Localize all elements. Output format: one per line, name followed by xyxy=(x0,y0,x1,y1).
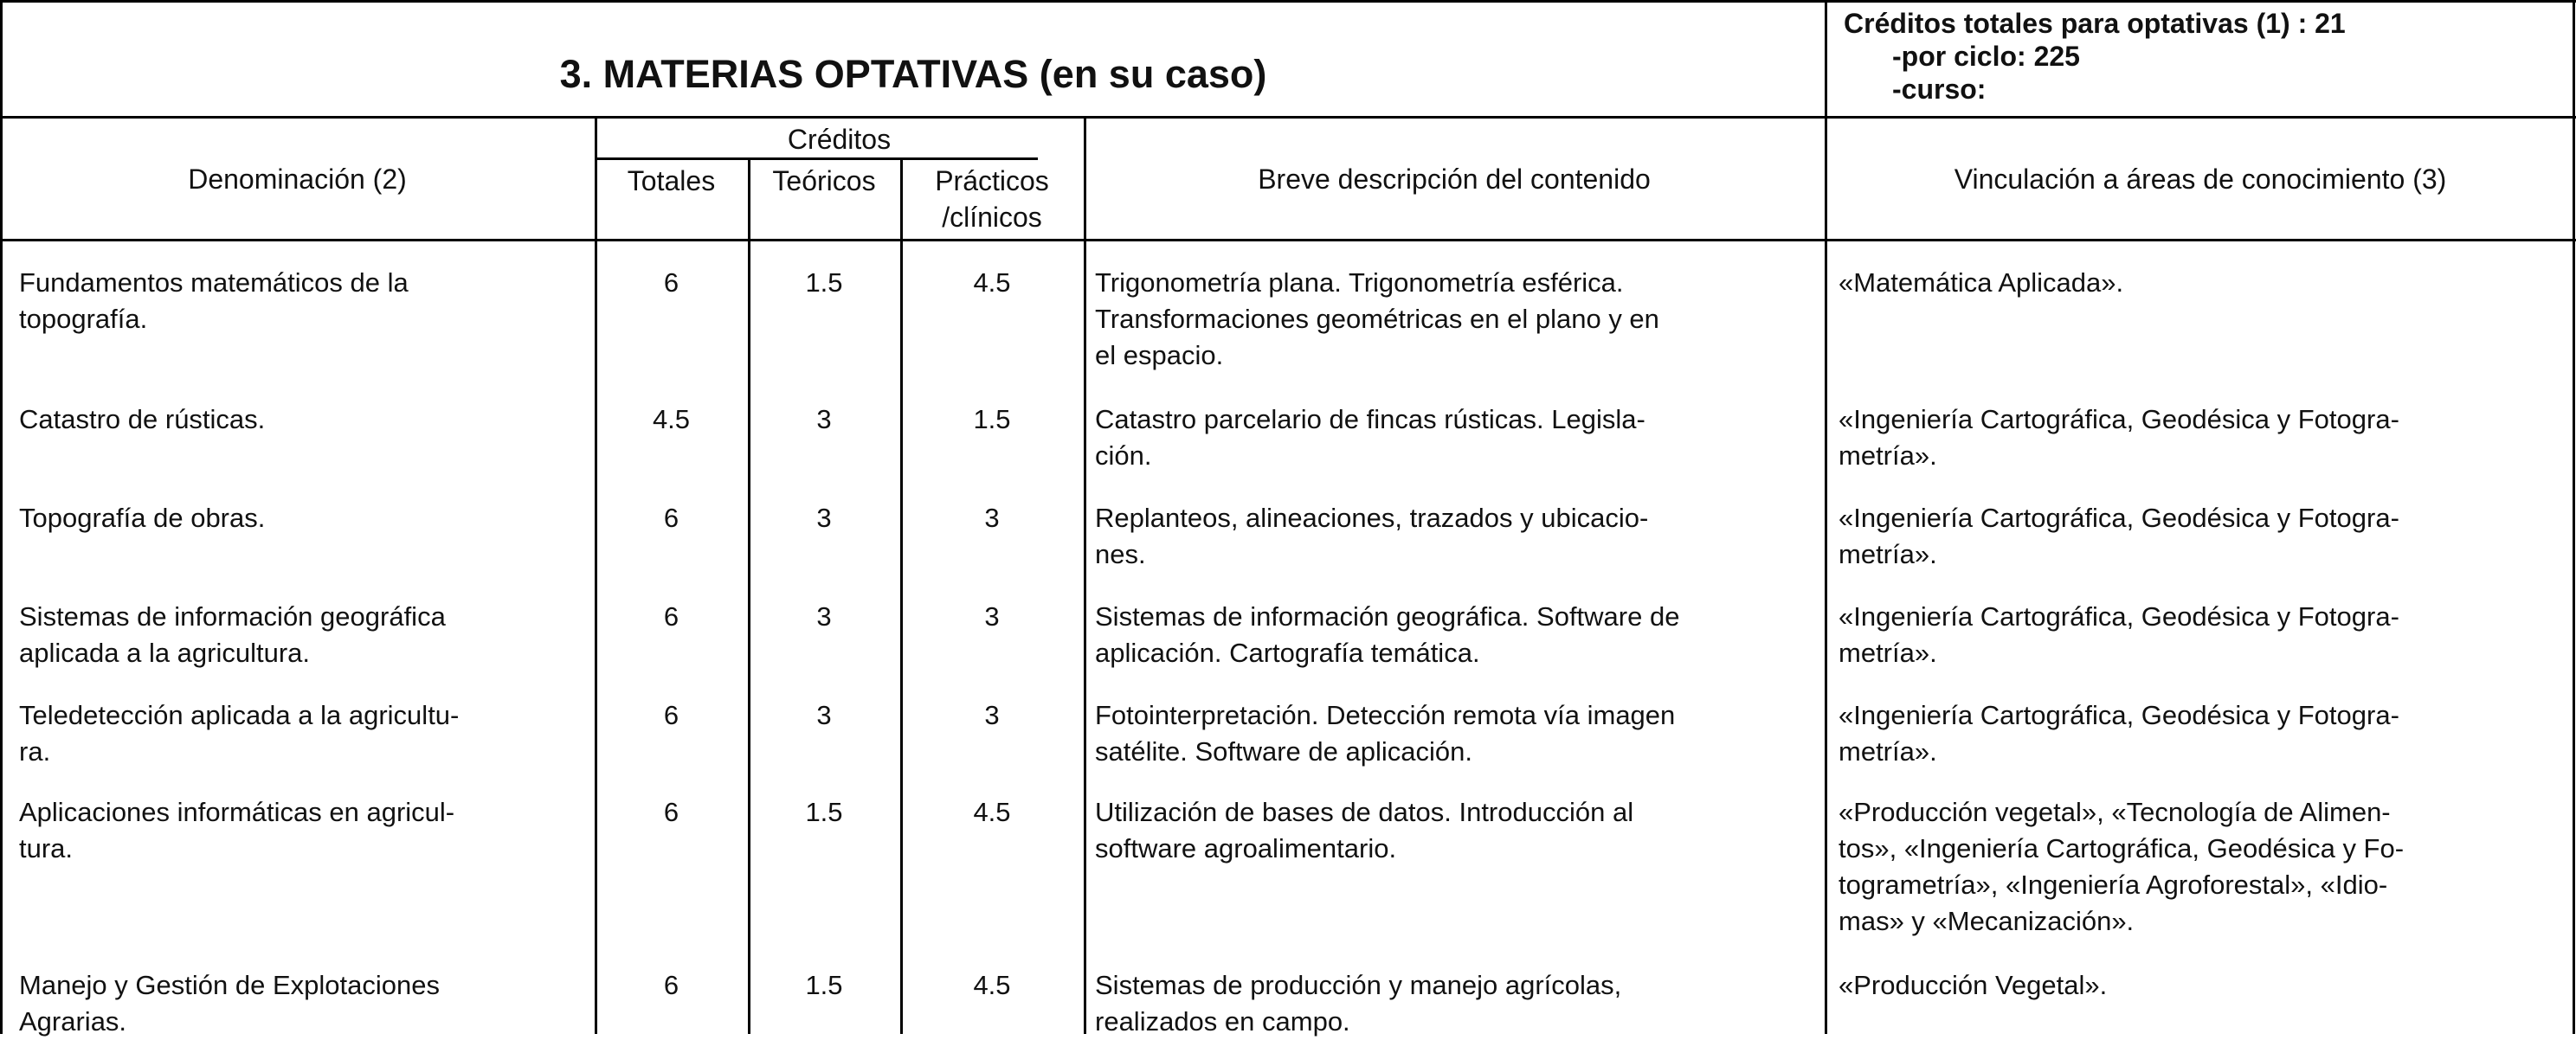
credits-totales: 6 xyxy=(663,267,679,298)
description-line: aplicación. Cartografía temática. xyxy=(1095,638,1480,668)
subject-name-line: ra. xyxy=(19,736,51,767)
subject-name xyxy=(19,500,265,536)
credits-teoricos: 3 xyxy=(816,503,832,533)
subject-name-line: Agrarias. xyxy=(19,1006,127,1037)
credits-teoricos: 1.5 xyxy=(805,797,843,827)
description-line: Sistemas de producción y manejo agrícolas, xyxy=(1095,970,1622,1000)
header-totales: Totales xyxy=(627,165,716,196)
credits-practicos: 4.5 xyxy=(973,970,1011,1000)
area-line: metría». xyxy=(1839,440,1937,471)
subject-name-line: Sistemas de información geográfica xyxy=(19,601,446,632)
description-line: Sistemas de información geográfica. Software de xyxy=(1095,601,1680,632)
subject-name-line: Catastro de rústicas. xyxy=(19,404,266,434)
description-line: Fotointerpretación. Detección remota vía imagen xyxy=(1095,700,1676,730)
subject-name-line: Aplicaciones informáticas en agricul- xyxy=(19,797,455,827)
credits-totales: 6 xyxy=(663,601,679,632)
credits-totales: 6 xyxy=(663,700,679,730)
description-line: ción. xyxy=(1095,440,1152,471)
area-line: metría». xyxy=(1839,539,1937,569)
title-bottom-rule xyxy=(0,116,2576,119)
description-line: Transformaciones geométricas en el plano y en xyxy=(1095,304,1659,334)
credits-ciclo-line: -por ciclo: 225 xyxy=(1892,41,2080,72)
area-line: metría». xyxy=(1839,638,1937,668)
area-line: «Ingeniería Cartográfica, Geodésica y Fotogra- xyxy=(1839,601,2399,632)
subject-name-line: Teledetección aplicada a la agricultu- xyxy=(19,700,460,730)
knowledge-area xyxy=(1839,697,2399,770)
area-line: metría». xyxy=(1839,736,1937,767)
subject-name xyxy=(19,265,409,337)
header-teoricos: Teóricos xyxy=(772,165,876,196)
credits-curso-line: -curso: xyxy=(1892,74,1987,105)
credits-totales: 6 xyxy=(663,970,679,1000)
header-vinculacion: Vinculación a áreas de conocimiento (3) xyxy=(1954,164,2447,195)
subject-name-line: Fundamentos matemáticos de la xyxy=(19,267,409,298)
credits-teoricos: 3 xyxy=(816,700,832,730)
col-divider-descripcion xyxy=(1825,0,1827,1034)
subject-name xyxy=(19,794,454,867)
area-line: «Matemática Aplicada». xyxy=(1839,267,2124,298)
description-line: satélite. Software de aplicación. xyxy=(1095,736,1472,767)
area-line: «Producción Vegetal». xyxy=(1839,970,2108,1000)
credits-practicos: 3 xyxy=(984,601,1000,632)
area-line: «Ingeniería Cartográfica, Geodésica y Fotogra- xyxy=(1839,404,2399,434)
subject-name xyxy=(19,401,265,438)
credits-practicos: 1.5 xyxy=(973,404,1011,434)
area-line: tos», «Ingeniería Cartográfica, Geodésica y Fo- xyxy=(1839,833,2405,863)
content-description xyxy=(1095,265,1659,374)
left-border xyxy=(0,0,3,1034)
col-divider-practicos xyxy=(1084,116,1086,1034)
header-denominacion: Denominación (2) xyxy=(188,164,407,195)
area-line: «Producción vegetal», «Tecnología de Alimen- xyxy=(1839,797,2391,827)
credits-teoricos: 1.5 xyxy=(805,267,843,298)
credits-totales: 6 xyxy=(663,503,679,533)
subject-name xyxy=(19,967,440,1040)
content-description xyxy=(1095,697,1675,770)
credits-totales: 4.5 xyxy=(652,404,691,434)
header-bottom-rule xyxy=(0,239,2576,241)
subject-name xyxy=(19,697,459,770)
credits-summary xyxy=(1844,7,2346,106)
header-descripcion: Breve descripción del contenido xyxy=(1258,164,1651,195)
content-description xyxy=(1095,401,1645,474)
subject-name-line: topografía. xyxy=(19,304,148,334)
subject-name-line: Manejo y Gestión de Explotaciones xyxy=(19,970,440,1000)
description-line: software agroalimentario. xyxy=(1095,833,1397,863)
area-line: «Ingeniería Cartográfica, Geodésica y Fotogra- xyxy=(1839,503,2399,533)
knowledge-area xyxy=(1839,967,2107,1004)
description-line: Trigonometría plana. Trigonometría esférica. xyxy=(1095,267,1624,298)
col-divider-name xyxy=(595,116,597,1034)
top-border xyxy=(0,0,2576,3)
knowledge-area xyxy=(1839,599,2399,671)
credits-practicos: 3 xyxy=(984,700,1000,730)
subject-name-line: tura. xyxy=(19,833,74,863)
content-description xyxy=(1095,794,1633,867)
area-line: «Ingeniería Cartográfica, Geodésica y Fotogra- xyxy=(1839,700,2399,730)
area-line: mas» y «Mecanización». xyxy=(1839,906,2135,936)
header-creditos: Créditos xyxy=(787,124,892,155)
credits-total-line: Créditos totales para optativas (1) : 21 xyxy=(1844,8,2346,39)
knowledge-area xyxy=(1839,265,2123,301)
description-line: Catastro parcelario de fincas rústicas. Legisla- xyxy=(1095,404,1645,434)
description-line: Utilización de bases de datos. Introducción al xyxy=(1095,797,1634,827)
credits-practicos: 4.5 xyxy=(973,797,1011,827)
page-title: 3. MATERIAS OPTATIVAS (en su caso) xyxy=(559,52,1267,96)
area-line: togrametría», «Ingeniería Agroforestal», «Idio- xyxy=(1839,870,2388,900)
knowledge-area xyxy=(1839,500,2399,573)
header-clinicos: /clínicos xyxy=(942,202,1042,233)
right-border xyxy=(2573,0,2575,1034)
description-line: Replanteos, alineaciones, trazados y ubicacio- xyxy=(1095,503,1649,533)
credits-practicos: 3 xyxy=(984,503,1000,533)
knowledge-area xyxy=(1839,794,2404,940)
content-description xyxy=(1095,967,1621,1040)
content-description xyxy=(1095,599,1679,671)
credits-teoricos: 3 xyxy=(816,404,832,434)
header-practicos: Prácticos xyxy=(935,165,1049,196)
description-line: el espacio. xyxy=(1095,340,1224,370)
credits-teoricos: 1.5 xyxy=(805,970,843,1000)
knowledge-area xyxy=(1839,401,2399,474)
subject-name-line: Topografía de obras. xyxy=(19,503,266,533)
credits-practicos: 4.5 xyxy=(973,267,1011,298)
content-description xyxy=(1095,500,1648,573)
creditos-subheader-rule xyxy=(595,157,1038,160)
subject-name-line: aplicada a la agricultura. xyxy=(19,638,311,668)
subject-name xyxy=(19,599,446,671)
credits-teoricos: 3 xyxy=(816,601,832,632)
description-line: realizados en campo. xyxy=(1095,1006,1350,1037)
description-line: nes. xyxy=(1095,539,1146,569)
credits-totales: 6 xyxy=(663,797,679,827)
